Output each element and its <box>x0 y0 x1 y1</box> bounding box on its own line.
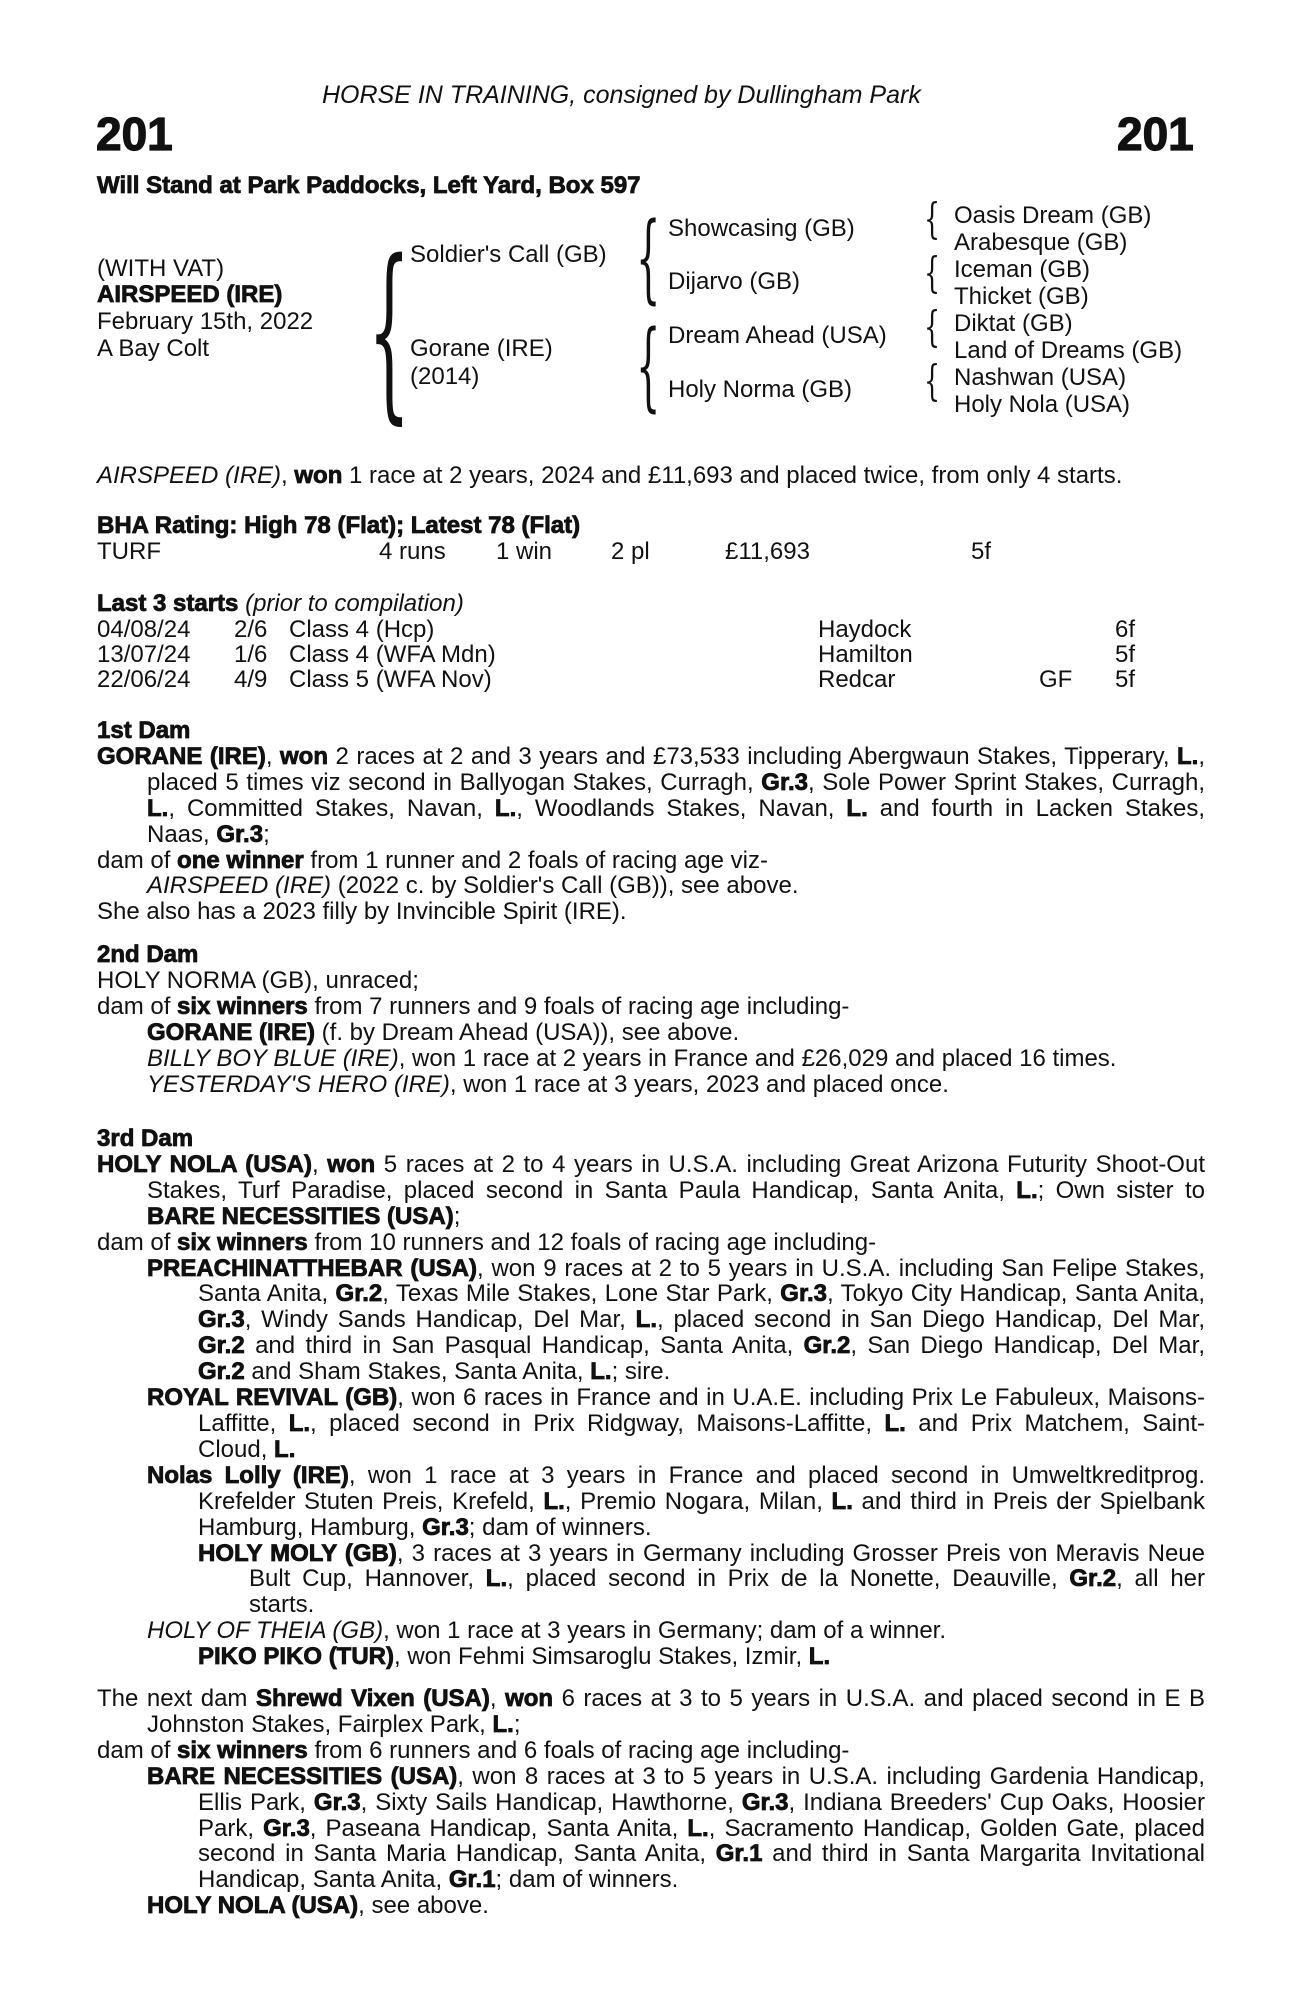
third-dam-progeny: ROYAL REVIVAL (GB), won 6 races in France and in U.A.E. including Prix Le Fabuleux, Maisons-Laffitte, L., placed second in Prix Ridgway, Maisons-Laffitte, L. and Prix Matchem, Saint-Cloud, L. <box>147 1384 1205 1463</box>
pedigree-dam-dam: Holy Norma (GB) <box>668 376 853 403</box>
stall-location: Will Stand at Park Paddocks, Left Yard, Box 597 <box>97 172 641 199</box>
brace-gen3-1: { <box>924 194 941 243</box>
pedigree-dam-year: (2014) <box>410 363 480 390</box>
turf-runs: 4 runs <box>379 538 446 565</box>
pedigree-gen4-4: Thicket (GB) <box>954 283 1089 310</box>
start-race: Class 5 (WFA Nov) <box>289 666 492 693</box>
brace-gen3-2: { <box>924 248 941 297</box>
start-race: Class 4 (Hcp) <box>289 616 435 643</box>
second-dam-section <box>97 942 1205 1097</box>
pedigree-dam-sire: Dream Ahead (USA) <box>668 322 887 349</box>
horse-name: AIRSPEED (IRE) <box>97 281 283 308</box>
turf-distance: 5f <box>971 538 992 565</box>
pedigree-dam: Gorane (IRE) <box>410 335 553 362</box>
turf-record-row <box>97 539 1197 565</box>
won-label: won <box>280 742 328 770</box>
first-dam-name: GORANE (IRE) <box>97 742 266 770</box>
start-date: 22/06/24 <box>97 666 191 693</box>
next-dam-progeny: BARE NECESSITIES (USA), won 8 races at 3 to 5 years in U.S.A. including Gardenia Handicap, Ellis Park, Gr.3, Sixty Sails Handicap, Hawthorne, Gr.3, Indiana Breeders' Cup Oaks, Hoosier Park, Gr.3, Paseana Handicap, Santa Anita, L., Sacramento Handicap, Golden Gate, placed second in Santa Maria Handicap, Santa Anita, Gr.1 and third in Santa Margarita Invitational Handicap, Santa Anita, Gr.1; dam of winners. <box>147 1762 1206 1894</box>
pedigree-sire-dam: Dijarvo (GB) <box>668 268 801 295</box>
start-course: Hamilton <box>818 641 913 668</box>
lot-number-left: 201 <box>96 108 173 160</box>
last-starts-note: (prior to compilation) <box>245 590 464 617</box>
foaling-date: February 15th, 2022 <box>97 308 314 335</box>
second-dam-heading: 2nd Dam <box>97 941 199 968</box>
last-starts-title: Last 3 starts <box>97 590 239 617</box>
first-dam-progeny: AIRSPEED (IRE) (2022 c. by Soldier's Call (GB)), see above. <box>147 872 799 900</box>
brace-gen3-3: { <box>924 302 941 351</box>
next-dam-record: The next dam Shrewd Vixen (USA), won 6 races at 3 to 5 years in U.S.A. and placed second in E B Johnston Stakes, Fairplex Park, L.; <box>97 1685 1205 1738</box>
first-dam-section <box>97 718 1205 925</box>
pedigree-gen4-3: Iceman (GB) <box>954 256 1091 283</box>
turf-earnings: £11,693 <box>725 538 810 565</box>
pedigree-gen4-1: Oasis Dream (GB) <box>954 202 1152 229</box>
start-distance: 6f <box>1115 616 1136 643</box>
third-dam-record: HOLY NOLA (USA), won 5 races at 2 to 4 years in U.S.A. including Great Arizona Futurity Shoot-Out Stakes, Turf Paradise, placed second in Santa Paula Handicap, Santa Anita, L.; Own sister to BARE NECESSITIES (USA); <box>97 1150 1206 1230</box>
second-dam-progeny: YESTERDAY'S HERO (IRE), won 1 race at 3 years, 2023 and placed once. <box>147 1070 949 1098</box>
pedigree-gen4-7: Nashwan (USA) <box>954 364 1127 391</box>
bha-rating-heading: BHA Rating: High 78 (Flat); Latest 78 (Flat) <box>97 512 581 539</box>
brace-gen3-4: { <box>924 356 941 405</box>
brace-gen2-top: { <box>636 202 661 314</box>
third-dam-section <box>97 1126 1205 1670</box>
start-position: 2/6 <box>234 616 268 643</box>
lot-number-right: 201 <box>1117 108 1194 160</box>
start-course: Redcar <box>818 666 896 693</box>
start-date: 04/08/24 <box>97 616 191 643</box>
summary-horse-name: AIRSPEED (IRE) <box>97 462 282 489</box>
brace-gen2-bottom: { <box>636 310 661 422</box>
summary-text: 1 race at 2 years, 2024 and £11,693 and placed twice, from only 4 starts. <box>342 462 1123 489</box>
second-dam-name: HOLY NORMA (GB), unraced; <box>97 966 419 994</box>
horse-description: A Bay Colt <box>97 335 210 362</box>
race-summary: AIRSPEED (IRE), won 1 race at 2 years, 2024 and £11,693 and placed twice, from only 4 starts. <box>97 462 1123 489</box>
pedigree-sire-sire: Showcasing (GB) <box>668 215 855 242</box>
next-dam-progeny: HOLY NOLA (USA), see above. <box>147 1892 489 1920</box>
turf-wins: 1 win <box>496 538 553 565</box>
summary-won: won <box>294 462 343 489</box>
next-dam-section <box>97 1686 1205 1919</box>
third-dam-progeny: Nolas Lolly (IRE), won 1 race at 3 years in France and placed second in Umweltkreditprog. Krefelder Stuten Preis, Krefeld, L., Premio Nogara, Milan, L. and third in Preis der Spielbank Hamburg, Hamburg, Gr.3; dam of winners. <box>147 1461 1206 1541</box>
first-dam-note: She also has a 2023 filly by Invincible Spirit (IRE). <box>97 898 627 926</box>
pedigree-gen4-8: Holy Nola (USA) <box>954 391 1131 418</box>
start-course: Haydock <box>818 616 912 643</box>
turf-placed: 2 pl <box>611 538 650 565</box>
pedigree-gen4-5: Diktat (GB) <box>954 310 1073 337</box>
brace-gen1: { <box>368 220 411 441</box>
third-dam-heading: 3rd Dam <box>97 1125 194 1152</box>
next-dam-produce: dam of six winners from 6 runners and 6 foals of racing age including- <box>97 1736 850 1764</box>
start-going: GF <box>1039 666 1073 693</box>
start-row <box>97 667 1197 693</box>
pedigree-gen4-2: Arabesque (GB) <box>954 229 1128 256</box>
second-dam-progeny: GORANE (IRE) (f. by Dream Ahead (USA)), see above. <box>147 1018 740 1046</box>
third-dam-progeny: PREACHINATTHEBAR (USA), won 9 races at 2 to 5 years in U.S.A. including San Felipe Stakes, Santa Anita, Gr.2, Texas Mile Stakes, Lone Star Park, Gr.3, Tokyo City Handicap, Santa Anita, Gr.3, Windy Sands Handicap, Del Mar, L., placed second in San Diego Handicap, Del Mar, Gr.2 and third in San Pasqual Handicap, Santa Anita, Gr.2, San Diego Handicap, Del Mar, Gr.2 and Sham Stakes, Santa Anita, L.; sire. <box>147 1254 1206 1386</box>
vat-note: (WITH VAT) <box>97 255 225 282</box>
third-dam-progeny: HOLY OF THEIA (GB), won 1 race at 3 years in Germany; dam of a winner. <box>147 1617 946 1645</box>
start-race: Class 4 (WFA Mdn) <box>289 641 496 668</box>
turf-label: TURF <box>97 538 161 565</box>
second-dam-produce: dam of six winners from 7 runners and 9 foals of racing age including- <box>97 992 850 1020</box>
third-dam-produce: dam of six winners from 10 runners and 12 foals of racing age including- <box>97 1228 877 1256</box>
second-dam-progeny: BILLY BOY BLUE (IRE), won 1 race at 2 years in France and £26,029 and placed 16 times. <box>147 1044 1117 1072</box>
pedigree-gen4-6: Land of Dreams (GB) <box>954 337 1183 364</box>
start-row <box>97 617 1197 643</box>
start-distance: 5f <box>1115 666 1136 693</box>
start-row <box>97 642 1197 668</box>
pedigree-sire: Soldier's Call (GB) <box>410 241 607 268</box>
first-dam-record: GORANE (IRE), won 2 races at 2 and 3 years and £73,533 including Abergwaun Stakes, Tipperary, L., placed 5 times viz second in Ballyogan Stakes, Curragh, Gr.3, Sole Power Sprint Stakes, Curragh, L., Committed Stakes, Navan, L., Woodlands Stakes, Navan, L. and fourth in Lacken Stakes, Naas, Gr.3; <box>97 742 1206 848</box>
first-dam-heading: 1st Dam <box>97 717 191 744</box>
first-dam-produce: dam of one winner from 1 runner and 2 foals of racing age viz- <box>97 846 768 874</box>
third-dam-grandprogeny: HOLY MOLY (GB), 3 races at 3 years in Germany including Grosser Preis von Meravis Neue Bult Cup, Hannover, L., placed second in Prix de la Nonette, Deauville, Gr.2, all her starts. <box>198 1539 1206 1619</box>
consignment-line: HORSE IN TRAINING, consigned by Dullingham Park <box>322 81 921 109</box>
start-date: 13/07/24 <box>97 641 191 668</box>
start-distance: 5f <box>1115 641 1136 668</box>
start-position: 4/9 <box>234 666 268 693</box>
last-starts-heading <box>97 591 464 617</box>
start-position: 1/6 <box>234 641 268 668</box>
third-dam-grandprogeny: PIKO PIKO (TUR), won Fehmi Simsaroglu Stakes, Izmir, L. <box>198 1643 831 1671</box>
